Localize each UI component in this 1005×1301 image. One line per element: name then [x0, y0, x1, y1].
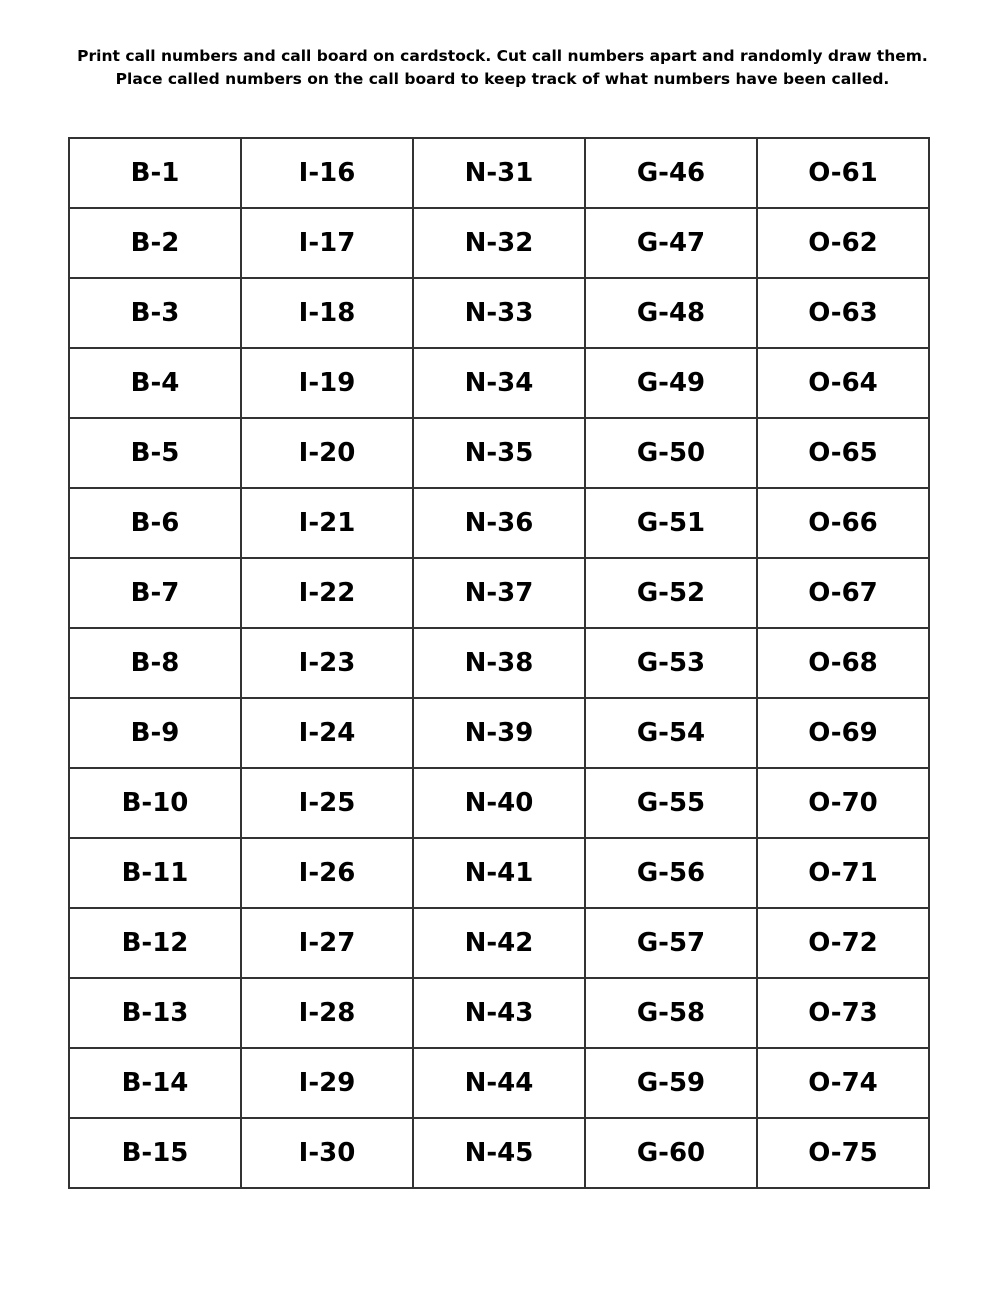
call-number-cell: B-15: [69, 1118, 241, 1188]
call-number-cell: B-13: [69, 978, 241, 1048]
board-row: [69, 768, 929, 838]
call-number-cell: G-52: [585, 558, 757, 628]
call-number-cell: G-58: [585, 978, 757, 1048]
call-number-cell: O-73: [757, 978, 929, 1048]
call-number-cell: G-51: [585, 488, 757, 558]
call-number-cell: B-8: [69, 628, 241, 698]
call-number-cell: O-74: [757, 1048, 929, 1118]
board-row: [69, 698, 929, 768]
board-row: [69, 278, 929, 348]
call-number-cell: B-14: [69, 1048, 241, 1118]
call-number-cell: N-44: [413, 1048, 585, 1118]
call-number-cell: I-30: [241, 1118, 413, 1188]
call-number-cell: I-28: [241, 978, 413, 1048]
board-row: [69, 138, 929, 208]
call-number-cell: B-2: [69, 208, 241, 278]
board-row: [69, 208, 929, 278]
call-number-cell: B-7: [69, 558, 241, 628]
call-number-cell: G-55: [585, 768, 757, 838]
call-number-cell: I-29: [241, 1048, 413, 1118]
board-row: [69, 1048, 929, 1118]
call-number-cell: N-38: [413, 628, 585, 698]
call-number-cell: N-36: [413, 488, 585, 558]
call-number-cell: N-45: [413, 1118, 585, 1188]
call-number-cell: O-63: [757, 278, 929, 348]
call-number-cell: G-49: [585, 348, 757, 418]
call-number-cell: G-46: [585, 138, 757, 208]
call-number-cell: O-70: [757, 768, 929, 838]
call-number-cell: G-56: [585, 838, 757, 908]
call-number-cell: G-50: [585, 418, 757, 488]
call-number-cell: O-75: [757, 1118, 929, 1188]
instructions: [0, 45, 1005, 91]
call-number-cell: N-31: [413, 138, 585, 208]
call-number-cell: I-18: [241, 278, 413, 348]
call-number-cell: O-72: [757, 908, 929, 978]
call-number-cell: I-27: [241, 908, 413, 978]
call-board: [68, 137, 930, 1189]
call-number-cell: G-48: [585, 278, 757, 348]
call-number-cell: O-71: [757, 838, 929, 908]
board-row: [69, 418, 929, 488]
call-number-cell: B-4: [69, 348, 241, 418]
call-number-cell: I-19: [241, 348, 413, 418]
call-number-cell: I-22: [241, 558, 413, 628]
call-number-cell: N-42: [413, 908, 585, 978]
call-number-cell: N-43: [413, 978, 585, 1048]
call-number-cell: I-23: [241, 628, 413, 698]
call-number-cell: N-40: [413, 768, 585, 838]
call-number-cell: N-33: [413, 278, 585, 348]
call-number-cell: N-32: [413, 208, 585, 278]
call-number-cell: G-57: [585, 908, 757, 978]
board-row: [69, 558, 929, 628]
call-number-cell: G-53: [585, 628, 757, 698]
call-number-cell: B-9: [69, 698, 241, 768]
call-number-cell: N-39: [413, 698, 585, 768]
call-number-cell: O-65: [757, 418, 929, 488]
call-number-cell: B-12: [69, 908, 241, 978]
board-row: [69, 348, 929, 418]
instructions-line-2: Place called numbers on the call board to keep track of what numbers have been called.: [115, 70, 890, 88]
call-number-cell: B-3: [69, 278, 241, 348]
call-number-cell: N-41: [413, 838, 585, 908]
call-number-cell: I-17: [241, 208, 413, 278]
call-number-cell: O-68: [757, 628, 929, 698]
call-number-cell: I-20: [241, 418, 413, 488]
call-number-cell: O-67: [757, 558, 929, 628]
call-number-cell: O-62: [757, 208, 929, 278]
call-number-cell: G-47: [585, 208, 757, 278]
call-number-cell: G-54: [585, 698, 757, 768]
call-number-cell: O-69: [757, 698, 929, 768]
call-board-body: [69, 138, 929, 1188]
call-number-cell: O-64: [757, 348, 929, 418]
board-row: [69, 978, 929, 1048]
call-number-cell: G-60: [585, 1118, 757, 1188]
board-row: [69, 838, 929, 908]
call-number-cell: O-61: [757, 138, 929, 208]
board-row: [69, 628, 929, 698]
call-number-cell: I-21: [241, 488, 413, 558]
call-number-cell: O-66: [757, 488, 929, 558]
call-number-cell: G-59: [585, 1048, 757, 1118]
call-number-cell: B-10: [69, 768, 241, 838]
call-number-cell: B-5: [69, 418, 241, 488]
call-number-cell: B-11: [69, 838, 241, 908]
call-number-cell: I-26: [241, 838, 413, 908]
call-number-cell: I-24: [241, 698, 413, 768]
instructions-line-1: Print call numbers and call board on cardstock. Cut call numbers apart and randomly draw them.: [77, 47, 928, 65]
call-number-cell: N-34: [413, 348, 585, 418]
board-row: [69, 488, 929, 558]
call-number-cell: N-37: [413, 558, 585, 628]
call-number-cell: B-1: [69, 138, 241, 208]
call-number-cell: B-6: [69, 488, 241, 558]
call-number-cell: I-16: [241, 138, 413, 208]
call-number-cell: I-25: [241, 768, 413, 838]
board-row: [69, 1118, 929, 1188]
call-number-cell: N-35: [413, 418, 585, 488]
board-row: [69, 908, 929, 978]
